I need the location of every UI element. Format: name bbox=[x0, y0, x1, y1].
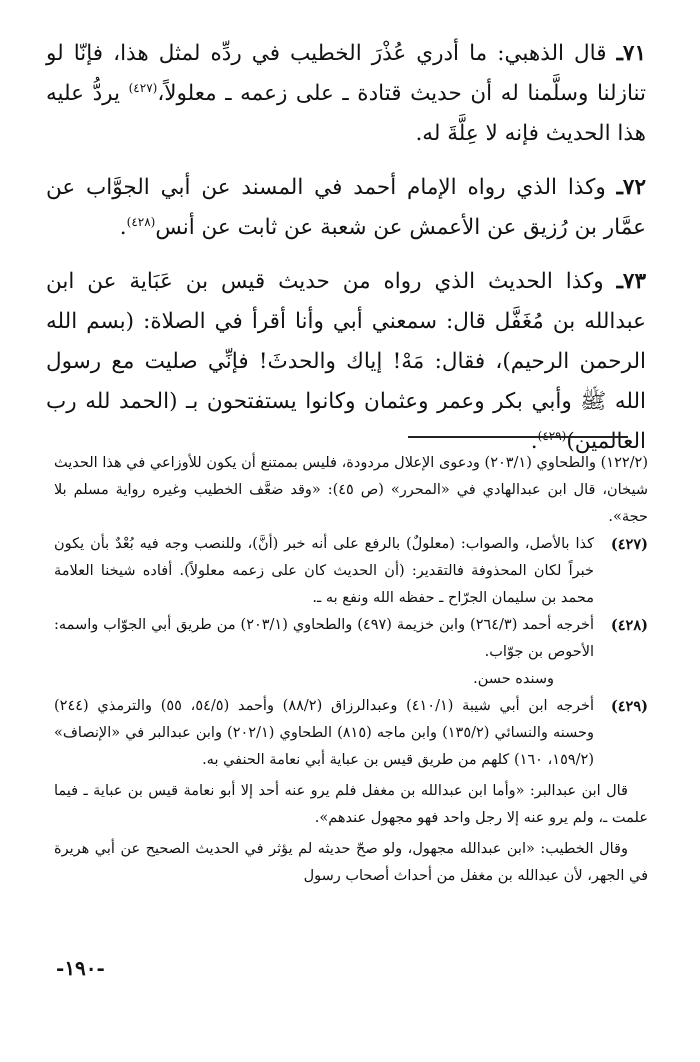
footnote-body bbox=[54, 531, 594, 612]
footnote-continuation: (١٢٢/٢) والطحاوي (٢٠٣/١) ودعوى الإعلال مردودة، فليس بممتنع أن يكون للأوزاعي في هذا الحديث شيخان، قال ابن عبدالهادي في «المحرر» (ص ٤٥): «وقد ضعَّف الخطيب وغيره رواية مسلم بلا حجة». bbox=[54, 455, 648, 525]
footnote-note-ibn-abdulbarr: قال ابن عبدالبر: «وأما ابن عبدالله بن مغفل فلم يرو عنه أحد إلا أبو نعامة قيس بن عباية ـ فيما علمت ـ، ولم يرو عنه إلا رجل واحد فهو مجهول عندهم». bbox=[54, 783, 648, 826]
footnote-427 bbox=[54, 531, 648, 612]
paragraph-tail: يردُّ عليه هذا الحديث فإنه لا عِلَّةَ له. bbox=[46, 81, 646, 146]
footnote-body bbox=[54, 612, 594, 693]
footnote-label: (٤٢٧) bbox=[610, 536, 648, 553]
paragraph-tail: . bbox=[119, 215, 127, 240]
footnote-429 bbox=[54, 693, 648, 774]
paragraph-number: ٧٢ـ bbox=[616, 175, 646, 200]
footnote-text: أخرجه أحمد (٢٦٤/٣) وابن خزيمة (٤٩٧) والطحاوي (٢٠٣/١) من طريق أبي الجوّاب واسمه: الأحوص بن جوّاب. bbox=[54, 617, 594, 660]
footnote-ref: (٤٢٨) bbox=[126, 214, 156, 229]
main-text bbox=[46, 34, 646, 476]
footnote-text: كذا بالأصل، والصواب: (معلولٌ) بالرفع على أنه خبر (أنَّ)، وللنصب وجه فيه بُعْدٌ بأن يكون خبراً لكان المحذوفة فالتقدير: (أن الحديث كان على زعمه معلولاً). أفاده شيخنا العلامة محمد بن سليمان الجرّاح ـ حفظه الله ونفع به ـ. bbox=[54, 536, 594, 606]
paragraph-73 bbox=[46, 262, 646, 462]
footnote-label: (٤٢٨) bbox=[610, 617, 648, 634]
paragraph-tail: . bbox=[530, 429, 538, 454]
footnote-separator bbox=[408, 436, 628, 438]
main-body bbox=[46, 34, 646, 462]
page-number: -١٩٠- bbox=[56, 956, 105, 980]
footnotes bbox=[54, 450, 648, 890]
footnote-label: (٤٢٩) bbox=[610, 698, 648, 715]
footnote-body bbox=[54, 693, 594, 774]
footnote-ref: (٤٢٩) bbox=[537, 428, 567, 443]
footnote-ref: (٤٢٧) bbox=[128, 80, 158, 95]
footnote-grading: وسنده حسن. bbox=[473, 671, 554, 687]
paragraph-number: ٧١ـ bbox=[616, 41, 646, 66]
paragraph-text: وكذا الذي رواه الإمام أحمد في المسند عن أبي الجوَّاب عن عمَّار بن رُزيق عن الأعمش عن شعبة عن ثابت عن أنس bbox=[46, 175, 646, 240]
paragraph-72 bbox=[46, 168, 646, 248]
footnote-note-khatib: وقال الخطيب: «ابن عبدالله مجهول، ولو صحّ حديثه لم يؤثر في الحديث الصحيح عن أبي هريرة في الجهر، لأن عبدالله بن مغفل من أحداث أصحاب رسول bbox=[54, 841, 648, 884]
footnote-text: أخرجه ابن أبي شيبة (٤١٠/١) وعبدالرزاق (٨٨/٢) وأحمد (٥٤/٥، ٥٥) والترمذي (٢٤٤) وحسنه والنسائي (١٣٥/٢) وابن ماجه (٨١٥) الطحاوي (٢٠٢/١) وابن عبدالبر في «الإنصاف» (١٥٩/٢، ١٦٠) كلهم من طريق قيس بن عباية أبي نعامة الحنفي به. bbox=[54, 698, 594, 768]
paragraph-number: ٧٣ـ bbox=[616, 269, 646, 294]
paragraph-text: وكذا الحديث الذي رواه من حديث قيس بن عَبَاية عن ابن عبدالله بن مُغَفَّل قال: سمعني أبي وأنا أقرأ في الصلاة: (بسم الله الرحمن الرحيم)، فقال: مَهْ! إياك والحدثَ! فإنِّي صليت مع رسول الله ﷺ وأبي بكر وعمر وعثمان وكانوا يستفتحون بـ (الحمد لله رب العالمين) bbox=[46, 269, 646, 454]
paragraph-71 bbox=[46, 34, 646, 154]
paragraph-text: قال الذهبي: ما أدري عُذْرَ الخطيب في ردِّه لمثل هذا، فإنّا لو تنازلنا وسلَّمنا له أن حديث قتادة ـ على زعمه ـ معلولاً، bbox=[46, 41, 646, 106]
footnote-428 bbox=[54, 612, 648, 693]
